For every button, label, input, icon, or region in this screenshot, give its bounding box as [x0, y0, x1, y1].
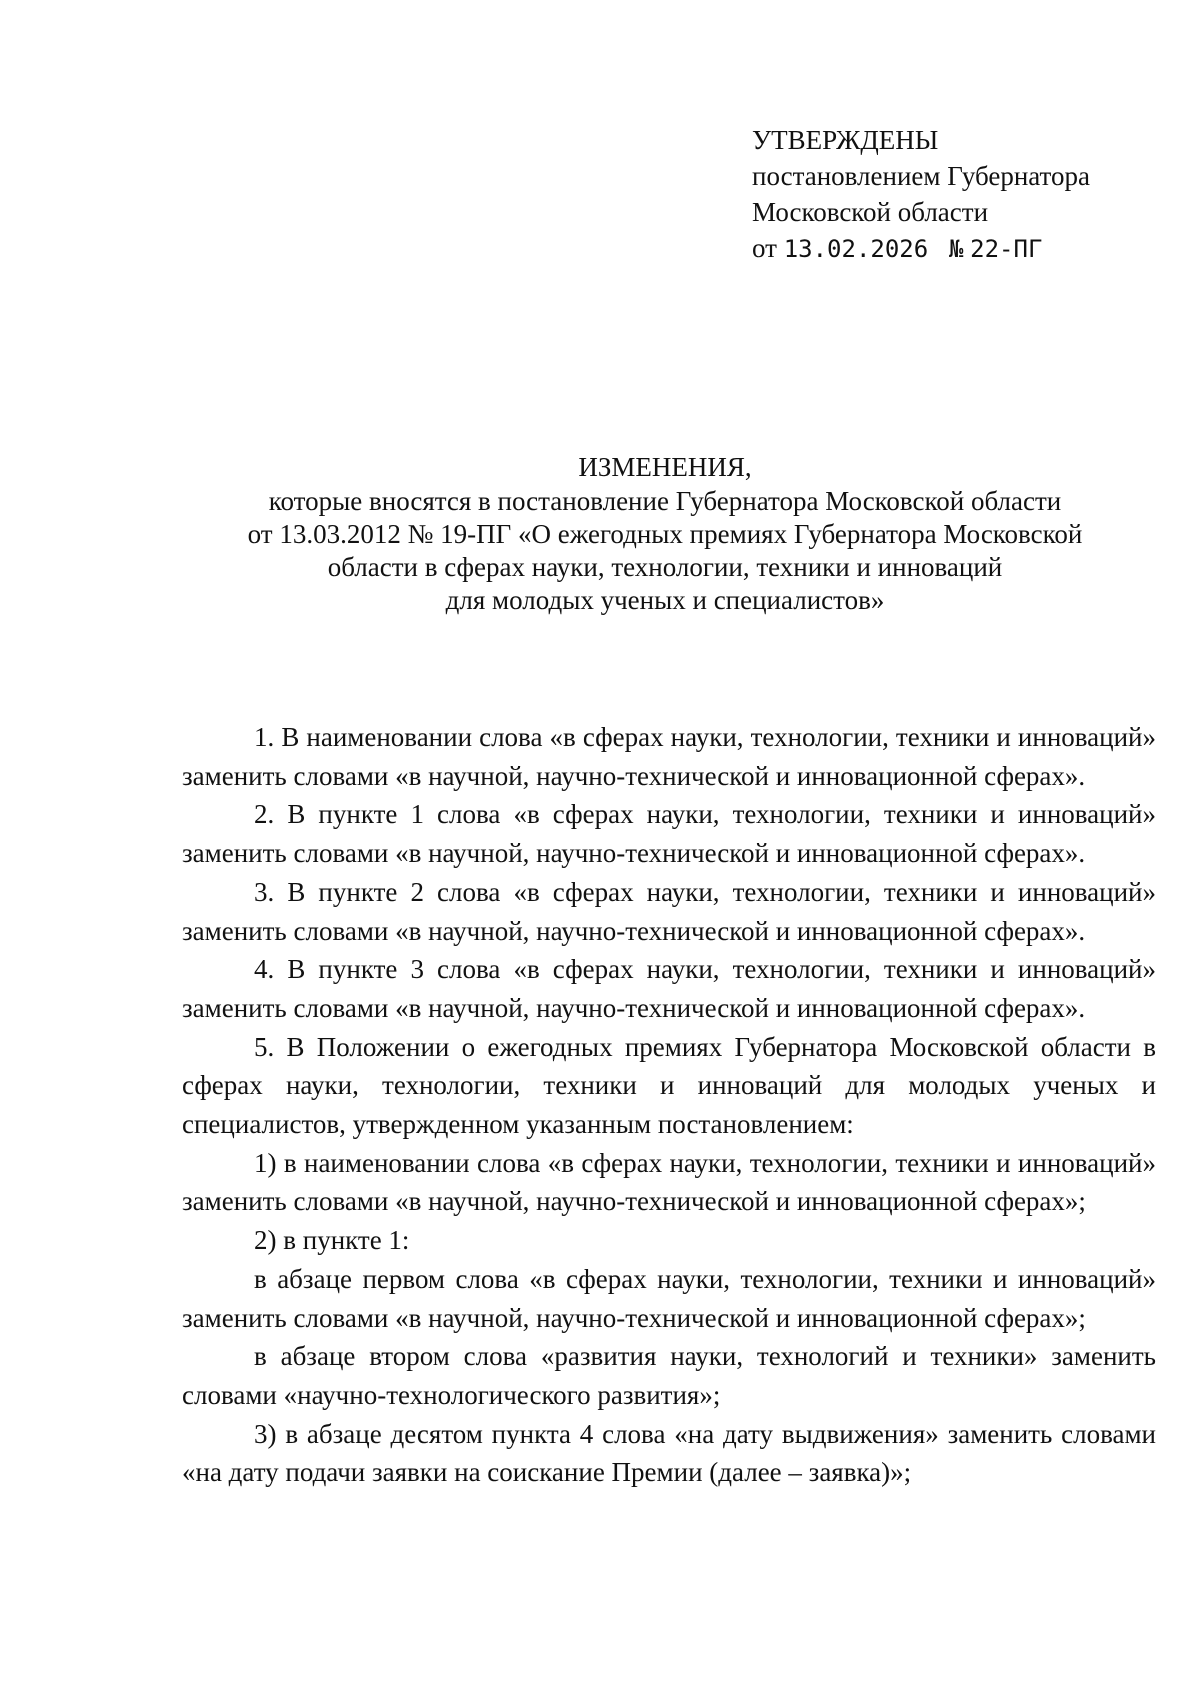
document-body: [182, 718, 1156, 1492]
approval-number: 22-ПГ: [970, 235, 1043, 263]
title-line: от 13.03.2012 № 19-ПГ «О ежегодных премиях Губернатора Московской: [247, 519, 1083, 549]
approval-status: УТВЕРЖДЕНЫ: [752, 125, 939, 155]
subparagraph-3: 3) в абзаце десятом пункта 4 слова «на дату выдвижения» заменить словами «на дату подачи заявки на соискание Премии (далее – заявка)»;: [182, 1418, 1156, 1488]
subparagraph-2: 2) в пункте 1:: [254, 1225, 410, 1256]
approval-date-prefix: от: [752, 233, 777, 263]
approval-number-sign: №: [948, 235, 964, 263]
approval-date: 13.02.2026: [783, 235, 929, 263]
title-line: для молодых ученых и специалистов»: [445, 585, 885, 615]
paragraph-2: 2. В пункте 1 слова «в сферах науки, технологии, техники и инноваций» заменить словами «в научной, научно-технической и инновационной сферах».: [182, 799, 1156, 869]
approval-region: Московской области: [752, 197, 989, 227]
subparagraph-1: 1) в наименовании слова «в сферах науки, технологии, техники и инноваций» заменить словами «в научной, научно-технической и инновационной сферах»;: [182, 1147, 1156, 1217]
paragraph-4: 4. В пункте 3 слова «в сферах науки, технологии, техники и инноваций» заменить словами «в научной, научно-технической и инновационной сферах».: [182, 954, 1156, 1023]
subparagraph-2-abzac-1: в абзаце первом слова «в сферах науки, технологии, техники и инноваций» заменить словами «в научной, научно-технической и инновационной сферах»;: [182, 1263, 1156, 1333]
paragraph-5: 5. В Положении о ежегодных премиях Губернатора Московской области в сферах науки, технологии, техники и инноваций для молодых ученых и специалистов, утвержденном указанным постановлением:: [182, 1031, 1156, 1140]
paragraph-1: 1. В наименовании слова «в сферах науки, технологии, техники и инноваций» заменить словами «в научной, научно-технической и инновационной сферах».: [182, 722, 1156, 791]
approval-block: [752, 122, 1090, 267]
approval-date-number: [752, 230, 1090, 267]
document-title: [120, 451, 1200, 617]
title-line: которые вносятся в постановление Губернатора Московской области: [268, 486, 1062, 516]
paragraph-3: 3. В пункте 2 слова «в сферах науки, технологии, техники и инноваций» заменить словами «в научной, научно-технической и инновационной сферах».: [182, 876, 1156, 946]
title-line: области в сферах науки, технологии, техники и инноваций: [327, 552, 1003, 582]
approval-authority: постановлением Губернатора: [752, 161, 1090, 191]
subparagraph-2-abzac-2: в абзаце втором слова «развития науки, технологий и техники» заменить словами «научно-технологического развития»;: [182, 1341, 1156, 1410]
title-heading: ИЗМЕНЕНИЯ,: [578, 452, 752, 482]
